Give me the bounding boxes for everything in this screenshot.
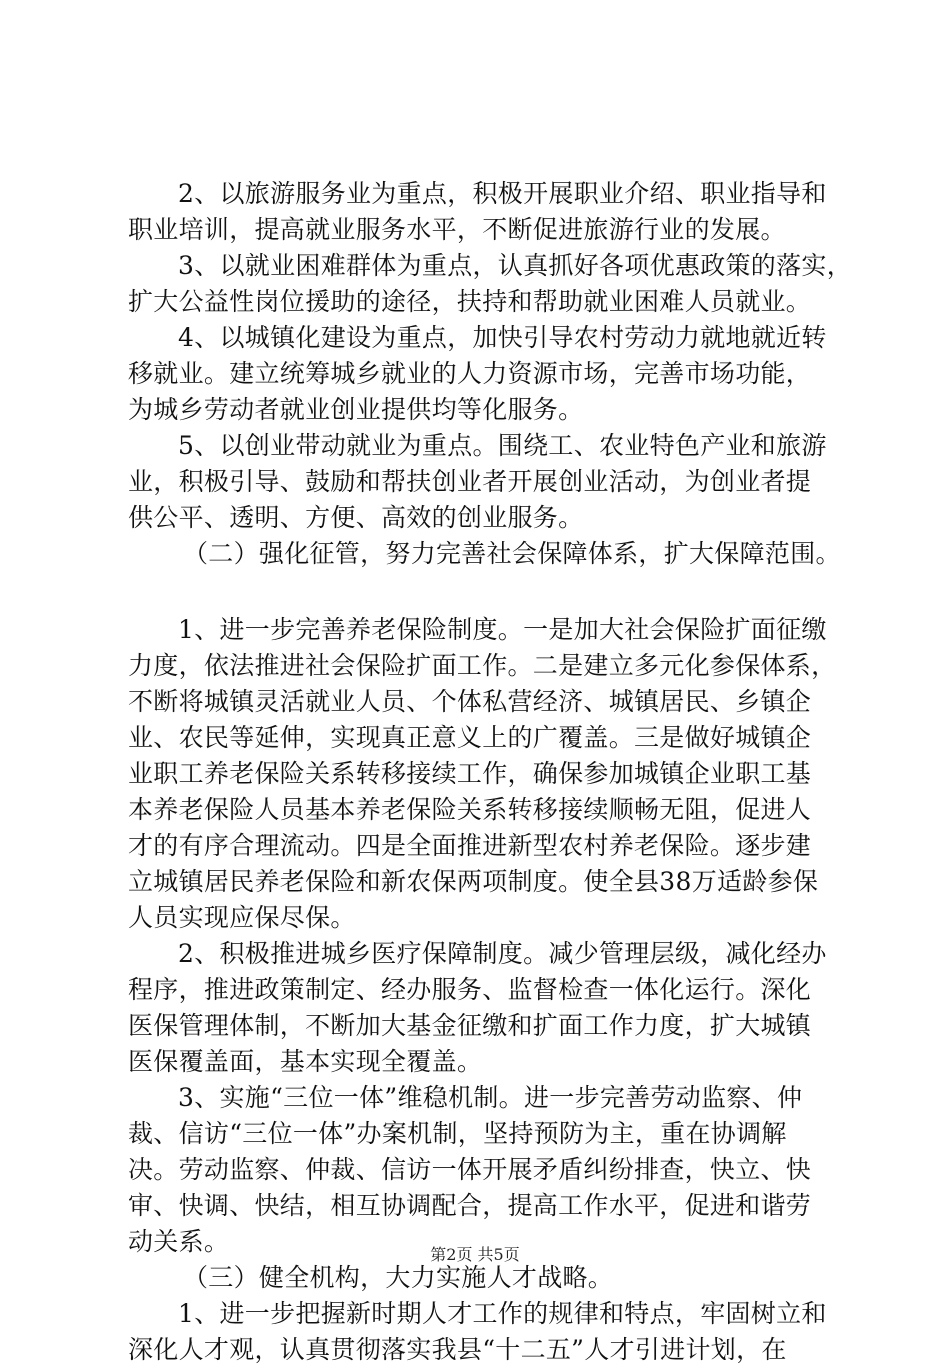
text-line: 不断将城镇灵活就业人员、个体私营经济、城镇居民、乡镇企 <box>128 687 812 716</box>
text-line: 业，积极引导、鼓励和帮扶创业者开展创业活动，为创业者提 <box>128 467 812 496</box>
text-line: 5、以创业带动就业为重点。围绕工、农业特色产业和旅游 <box>178 431 827 460</box>
text-line: 决。劳动监察、仲裁、信访一体开展矛盾纠纷排查，快立、快 <box>128 1155 812 1184</box>
text-line: 深化人才观，认真贯彻落实我县“十二五”人才引进计划，在 <box>128 1335 787 1364</box>
paragraph-employment-difficulty <box>128 248 853 320</box>
section-heading-talent-strategy: （三）健全机构，大力实施人才战略。 <box>183 1263 614 1292</box>
text-line: 供公平、透明、方便、高效的创业服务。 <box>128 503 584 532</box>
text-line: 为城乡劳动者就业创业提供均等化服务。 <box>128 395 584 424</box>
text-line: 医保管理体制，不断加大基金征缴和扩面工作力度，扩大城镇 <box>128 1011 812 1040</box>
text-line: 程序，推进政策制定、经办服务、监督检查一体化运行。深化 <box>128 975 812 1004</box>
paragraph-stability-mechanism <box>128 1080 833 1260</box>
text-line: 3、实施“三位一体”维稳机制。进一步完善劳动监察、仲 <box>178 1083 803 1112</box>
paragraph-tourism-services <box>128 176 833 248</box>
paragraph-urbanization <box>128 320 833 428</box>
text-line: 移就业。建立统筹城乡就业的人力资源市场，完善市场功能， <box>128 359 812 388</box>
text-line: 动关系。 <box>128 1227 230 1256</box>
text-line: 人员实现应保尽保。 <box>128 903 356 932</box>
text-line: 医保覆盖面，基本实现全覆盖。 <box>128 1047 483 1076</box>
text-line: 4、以城镇化建设为重点，加快引导农村劳动力就地就近转 <box>178 323 827 352</box>
text-line: 力度，依法推进社会保险扩面工作。二是建立多元化参保体系， <box>128 651 837 680</box>
paragraph-entrepreneurship <box>128 428 833 536</box>
text-line: 1、进一步把握新时期人才工作的规律和特点，牢固树立和 <box>178 1299 827 1328</box>
text-line: 立城镇居民养老保险和新农保两项制度。使全县38万适龄参保 <box>128 867 819 896</box>
text-line: 3、以就业困难群体为重点，认真抓好各项优惠政策的落实， <box>178 251 853 280</box>
text-line: 扩大公益性岗位援助的途径，扶持和帮助就业困难人员就业。 <box>128 287 812 316</box>
paragraph-medical-insurance <box>128 936 833 1080</box>
paragraph-gap <box>128 572 833 612</box>
text-line: 本养老保险人员基本养老保险关系转移接续顺畅无阻，促进人 <box>128 795 812 824</box>
text-line: 业职工养老保险关系转移接续工作，确保参加城镇企业职工基 <box>128 759 812 788</box>
text-line: 裁、信访“三位一体”办案机制，坚持预防为主，重在协调解 <box>128 1119 787 1148</box>
text-line: 职业培训，提高就业服务水平，不断促进旅游行业的发展。 <box>128 215 786 244</box>
text-line: 才的有序合理流动。四是全面推进新型农村养老保险。逐步建 <box>128 831 812 860</box>
text-line: 审、快调、快结，相互协调配合，提高工作水平，促进和谐劳 <box>128 1191 812 1220</box>
text-line: 2、以旅游服务业为重点，积极开展职业介绍、职业指导和 <box>178 179 827 208</box>
text-line: 1、进一步完善养老保险制度。一是加大社会保险扩面征缴 <box>178 615 827 644</box>
document-body <box>128 176 853 1368</box>
text-line: 业、农民等延伸，实现真正意义上的广覆盖。三是做好城镇企 <box>128 723 812 752</box>
section-heading-social-security: （二）强化征管，努力完善社会保障体系，扩大保障范围。 <box>183 539 841 568</box>
paragraph-pension-insurance <box>128 612 837 936</box>
paragraph-talent-work <box>128 1296 833 1368</box>
page-number-footer: 第2页 共5页 <box>430 1245 520 1264</box>
text-line: 2、积极推进城乡医疗保障制度。减少管理层级，减化经办 <box>178 939 827 968</box>
